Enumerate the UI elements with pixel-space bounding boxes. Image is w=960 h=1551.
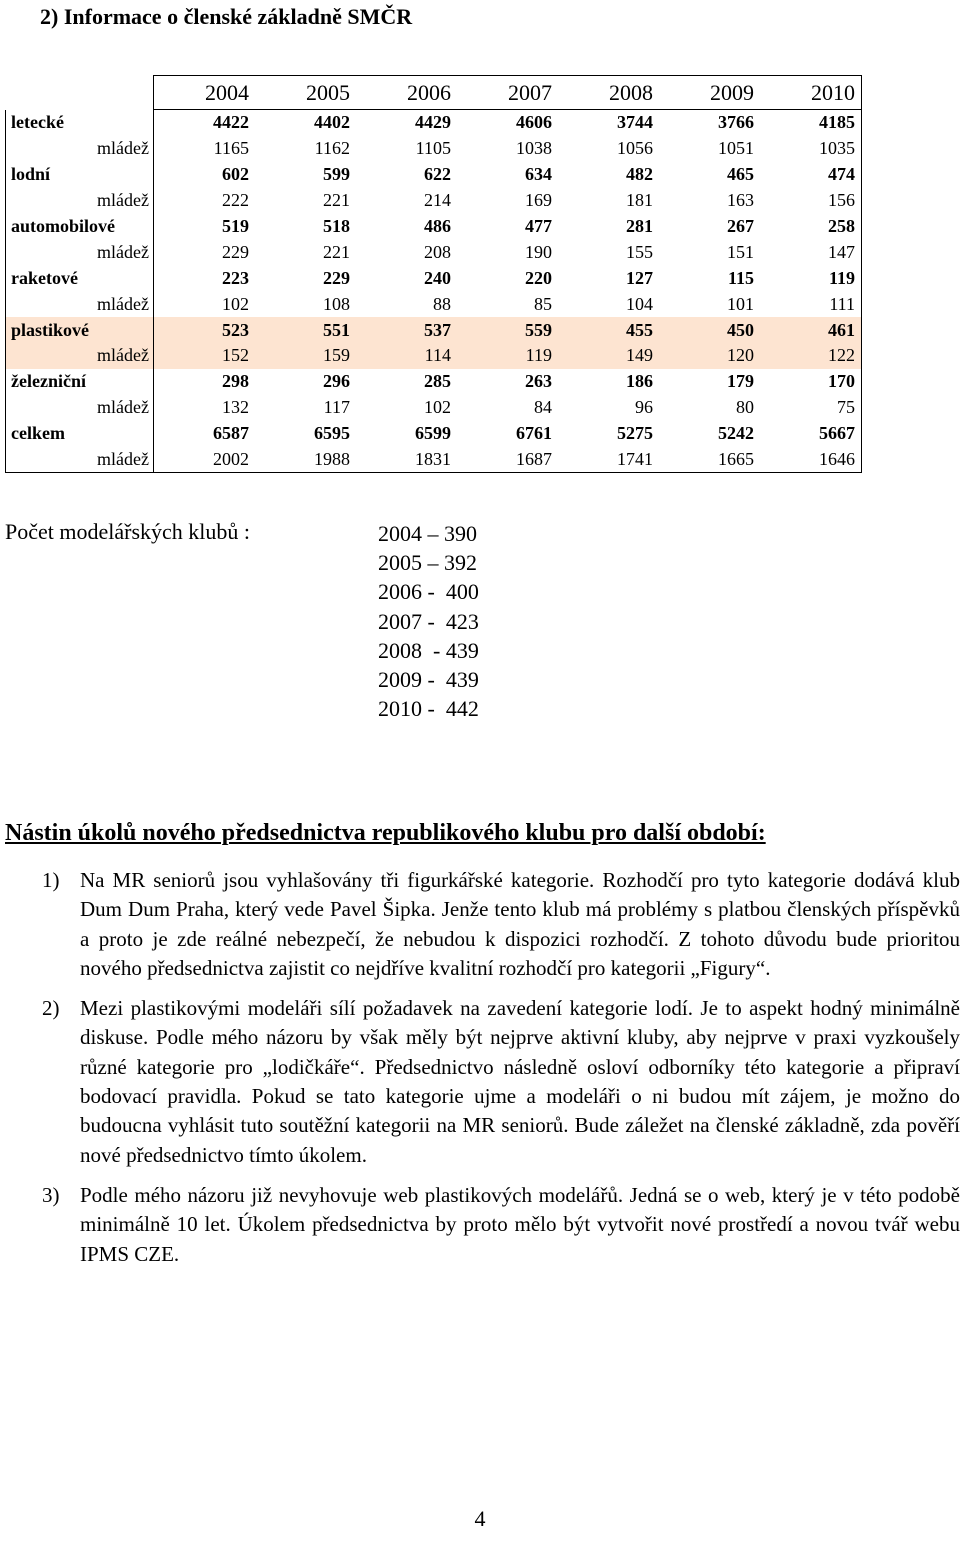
table-cell: 96 [635, 397, 653, 418]
table-row [6, 343, 862, 369]
table-row [6, 395, 862, 421]
year-header: 2010 [760, 76, 862, 110]
table-cell: 537 [356, 317, 457, 343]
youth-label: mládež [6, 291, 154, 317]
table-cell: 602 [154, 162, 256, 188]
table-cell: 1665 [659, 447, 760, 473]
clubs-count-entry: 2006 - 400 [378, 579, 479, 605]
table-row [6, 291, 862, 317]
table-cell: 229 [323, 267, 350, 288]
table-cell: 298 [154, 369, 256, 395]
table-cell: 101 [727, 293, 754, 314]
table-cell: 102 [154, 291, 256, 317]
table-cell: 186 [626, 371, 653, 392]
table-cell: 6761 [516, 423, 552, 444]
table-cell: 170 [760, 369, 862, 395]
task-text: Mezi plastikovými modeláři sílí požadavek na zavedení kategorie lodí. Je to aspekt hodný minimálně diskuse. Podle mého názoru by však měly být nejprve aktivní kluby, aby nejprve v praxi vyzkoušely různé kategorie pro „lodičkáře“. Předsednictvo následně osloví odborníky této kategorie a připraví bodovací pravidla. Pokud se tato kategorie ujme a modeláři o ni budou mít zájem, je možno do budoucna vyhlásit tuto soutěžní kategorii na MR seniorů. Bude záležet na členské základně, zda pověří nové předsednictvo tímto úkolem. [80, 996, 960, 1167]
table-cell: 84 [534, 397, 552, 418]
clubs-count-entry: 2005 – 392 [378, 550, 477, 576]
table-cell: 155 [626, 241, 653, 262]
category-label: plastikové [6, 317, 154, 343]
table-cell: 455 [558, 317, 659, 343]
table-cell: 222 [154, 188, 256, 214]
header-blank-cell [6, 76, 154, 110]
task-text: Na MR seniorů jsou vyhlašovány tři figurkářské kategorie. Rozhodčí pro tyto kategorie dodává klub Dum Dum Praha, který vede Pavel Šipka. Jenže tento klub má problémy s platbou členských příspěvků a proto je zde reálné nebezpečí, že nebudou k dispozici rozhodčí. Z tohoto důvodu bude prioritou nového předsednictva zajistit co nejdříve kvalitní rozhodčí pro kategorii „Figury“. [80, 868, 960, 980]
table-cell: 127 [626, 267, 653, 288]
table-cell: 465 [727, 164, 754, 185]
membership-table [5, 75, 862, 473]
table-cell: 169 [525, 190, 552, 211]
table-cell: 214 [424, 190, 451, 211]
table-cell: 474 [760, 162, 862, 188]
table-cell: 117 [323, 397, 350, 418]
table-cell: 108 [323, 293, 350, 314]
table-cell: 450 [659, 317, 760, 343]
category-label: automobilové [6, 214, 154, 240]
year-header: 2006 [356, 76, 457, 110]
table-cell: 477 [525, 216, 552, 236]
table-cell: 221 [323, 241, 350, 262]
table-cell: 179 [727, 371, 754, 392]
year-header: 2007 [457, 76, 558, 110]
tasks-section-title: Nástin úkolů nového předsednictva republikového klubu pro další období: [5, 820, 766, 846]
clubs-count-list [378, 519, 479, 723]
year-header: 2005 [255, 76, 356, 110]
table-cell: 221 [323, 190, 350, 211]
table-cell: 156 [760, 188, 862, 214]
table-row [6, 162, 862, 188]
category-label: železniční [6, 369, 154, 395]
clubs-count-entry: 2009 - 439 [378, 667, 479, 693]
clubs-count-entry: 2010 - 442 [378, 696, 479, 722]
table-cell: 1056 [617, 138, 653, 159]
table-cell: 4402 [314, 112, 350, 133]
table-cell: 102 [424, 397, 451, 418]
clubs-count-entry: 2008 - 439 [378, 637, 479, 663]
table-cell: 1741 [558, 447, 659, 473]
youth-label: mládež [6, 136, 154, 162]
table-cell: 263 [525, 371, 552, 392]
table-cell: 1051 [718, 138, 754, 159]
table-cell: 104 [626, 293, 653, 314]
category-label: letecké [6, 110, 154, 136]
table-cell: 149 [558, 343, 659, 369]
table-cell: 281 [626, 216, 653, 236]
table-cell: 3744 [617, 112, 653, 133]
youth-label: mládež [6, 343, 154, 369]
task-item [42, 866, 960, 983]
category-label: raketové [6, 265, 154, 291]
table-cell: 1105 [415, 138, 451, 159]
table-cell: 559 [457, 317, 558, 343]
table-row [6, 265, 862, 291]
table-cell: 119 [760, 265, 862, 291]
table-cell: 5275 [617, 423, 653, 444]
section-heading: 2) Informace o členské základně SMČR [40, 4, 413, 29]
table-cell: 4185 [760, 110, 862, 136]
table-cell: 190 [525, 241, 552, 262]
youth-label: mládež [6, 447, 154, 473]
table-row [6, 369, 862, 395]
table-cell: 4429 [415, 112, 451, 133]
table-cell: 258 [760, 214, 862, 240]
table-row [6, 136, 862, 162]
page-number: 4 [474, 1506, 486, 1531]
table-cell: 122 [760, 343, 862, 369]
table-cell: 1035 [760, 136, 862, 162]
table-cell: 115 [727, 267, 754, 288]
table-cell: 132 [154, 395, 256, 421]
clubs-count-entry: 2007 - 423 [378, 608, 479, 634]
table-cell: 163 [727, 190, 754, 211]
table-cell: 147 [760, 239, 862, 265]
year-header: 2009 [659, 76, 760, 110]
table-cell: 267 [727, 216, 754, 236]
table-cell: 551 [255, 317, 356, 343]
table-cell: 296 [323, 371, 350, 392]
category-label: lodní [6, 162, 154, 188]
table-cell: 486 [424, 216, 451, 236]
table-cell: 5667 [760, 421, 862, 447]
table-cell: 159 [255, 343, 356, 369]
table-cell: 2002 [154, 447, 256, 473]
table-cell: 181 [626, 190, 653, 211]
table-cell: 5242 [718, 423, 754, 444]
table-cell: 285 [424, 371, 451, 392]
table-cell: 1687 [457, 447, 558, 473]
table-cell: 88 [433, 293, 451, 314]
table-cell: 120 [659, 343, 760, 369]
table-cell: 518 [323, 216, 350, 236]
table-cell: 229 [154, 239, 256, 265]
table-cell: 114 [356, 343, 457, 369]
task-number: 1) [42, 868, 60, 892]
table-cell: 80 [736, 397, 754, 418]
table-cell: 152 [154, 343, 256, 369]
table-row [6, 317, 862, 343]
task-text: Podle mého názoru již nevyhovuje web plastikových modelářů. Jedná se o web, který je v této podobě minimálně 10 let. Úkolem předsednictva by proto mělo být vytvořit nové prostředí a novou tvář webu IPMS CZE. [80, 1182, 960, 1266]
table-row [6, 214, 862, 240]
table-row [6, 110, 862, 136]
task-number: 3) [42, 1182, 60, 1207]
table-cell: 3766 [718, 112, 754, 133]
task-item [42, 994, 960, 1170]
table-row [6, 188, 862, 214]
table-cell: 461 [760, 317, 862, 343]
table-cell: 4422 [154, 110, 256, 136]
table-cell: 223 [154, 265, 256, 291]
table-row [6, 421, 862, 447]
tasks-list [42, 866, 960, 1280]
table-cell: 622 [424, 164, 451, 185]
table-cell: 1165 [154, 136, 256, 162]
task-number: 2) [42, 996, 60, 1021]
task-item [42, 1181, 960, 1269]
table-cell: 1988 [255, 447, 356, 473]
table-cell: 85 [534, 293, 552, 314]
table-cell: 208 [424, 241, 451, 262]
table-cell: 1646 [760, 447, 862, 473]
year-header: 2004 [154, 76, 256, 110]
table-cell: 523 [154, 317, 256, 343]
table-row [6, 447, 862, 473]
table-cell: 75 [760, 395, 862, 421]
table-cell: 482 [626, 164, 653, 185]
table-cell: 111 [760, 291, 862, 317]
table-cell: 151 [727, 241, 754, 262]
youth-label: mládež [6, 188, 154, 214]
table-cell: 4606 [516, 112, 552, 133]
table-cell: 220 [525, 267, 552, 288]
table-cell: 119 [457, 343, 558, 369]
table-cell: 6587 [154, 421, 256, 447]
table-header-row [6, 76, 862, 110]
table-cell: 1038 [516, 138, 552, 159]
clubs-count-label: Počet modelářských klubů : [5, 519, 251, 544]
table-cell: 6599 [415, 423, 451, 444]
category-label: celkem [6, 421, 154, 447]
table-cell: 1831 [356, 447, 457, 473]
table-cell: 599 [323, 164, 350, 185]
table-cell: 519 [154, 214, 256, 240]
table-row [6, 239, 862, 265]
table-cell: 1162 [314, 138, 350, 159]
clubs-count-entry: 2004 – 390 [378, 521, 477, 546]
youth-label: mládež [6, 395, 154, 421]
table-cell: 634 [525, 164, 552, 185]
table-cell: 240 [424, 267, 451, 288]
youth-label: mládež [6, 239, 154, 265]
year-header: 2008 [558, 76, 659, 110]
table-cell: 6595 [314, 423, 350, 444]
